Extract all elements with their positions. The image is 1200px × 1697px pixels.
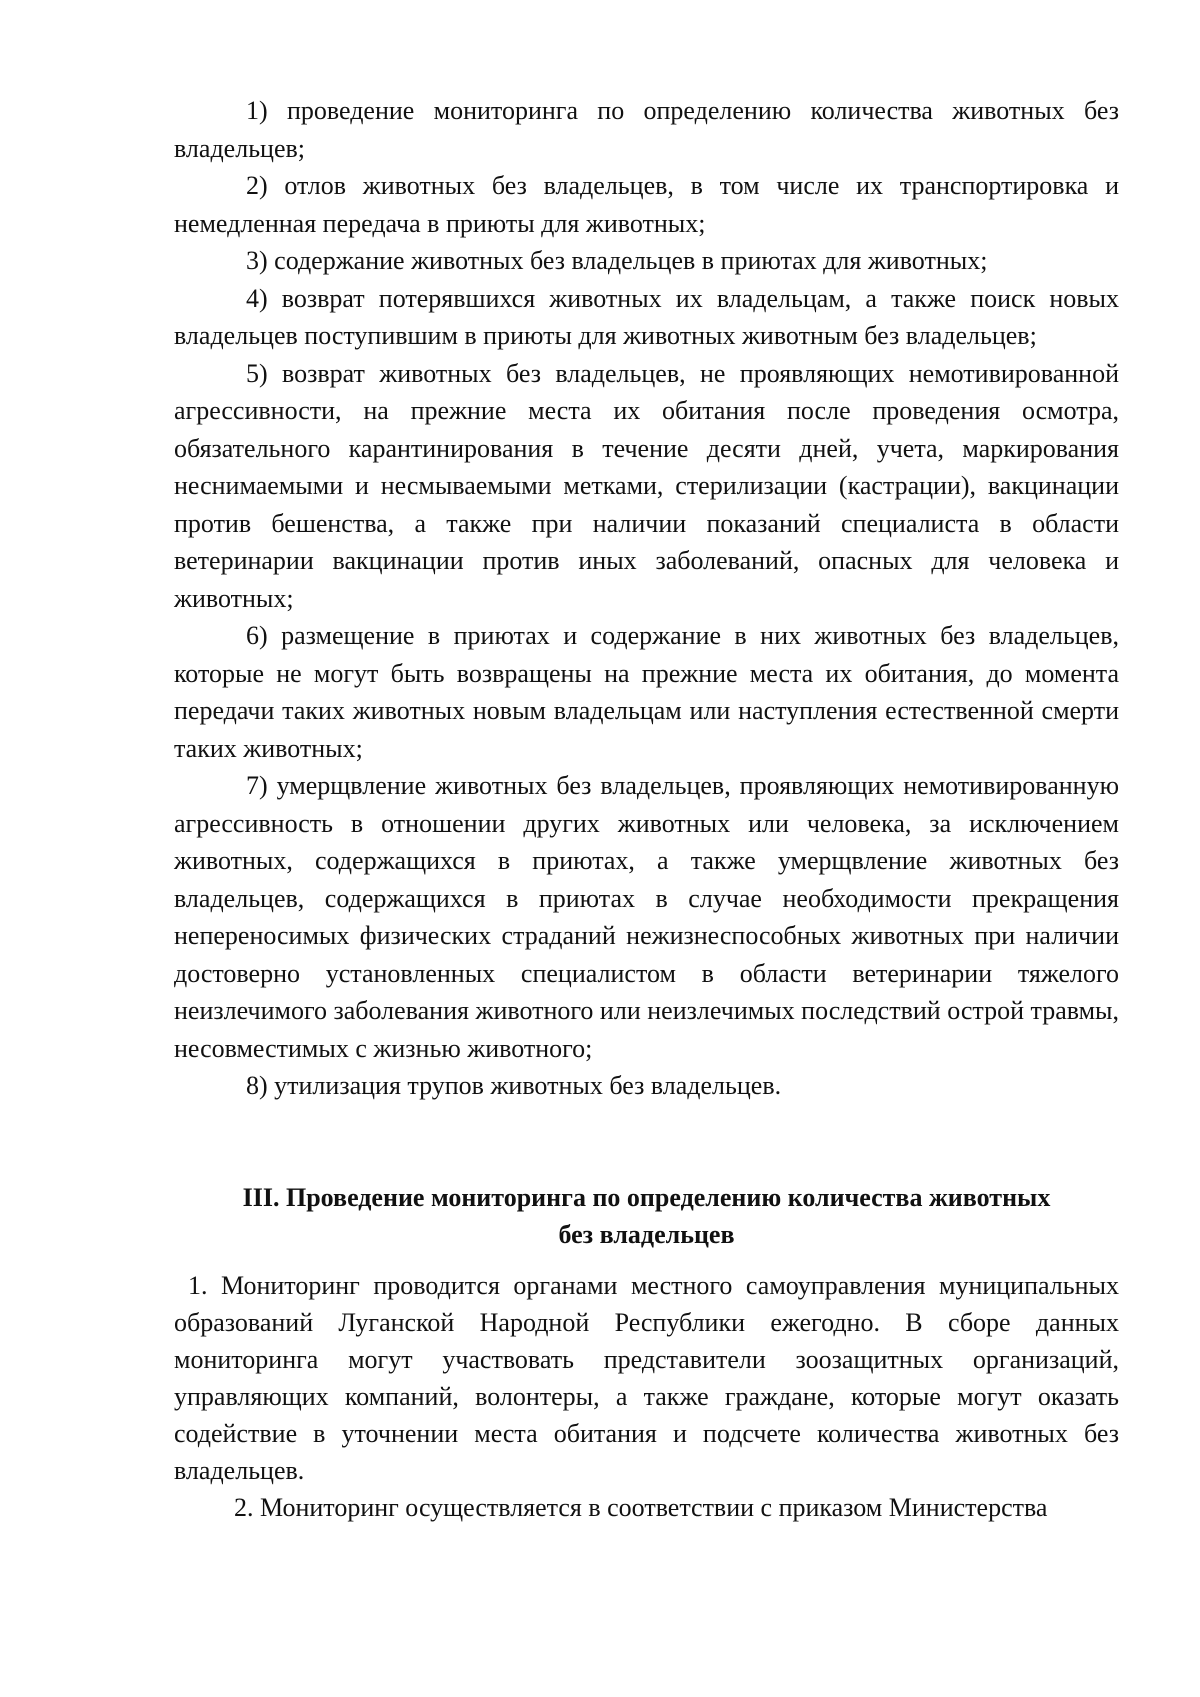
section-heading [174,1179,1119,1253]
section-heading-line-2: без владельцев [558,1219,735,1249]
section-heading-line-1: III. Проведение мониторинга по определению количества животных [242,1182,1051,1212]
list-item-8: 8) утилизация трупов животных без владельцев. [246,1071,782,1100]
list-item-5: 5) возврат животных без владельцев, не проявляющих немотивированной агрессивности, на прежние места их обитания после проведения осмотра, обязательного карантинирования в течение десяти дней, учета, маркирования неснимаемыми и несмываемыми метками, стерилизации (кастрации), вакцинации против бешенства, а также при наличии показаний специалиста в области ветеринарии вакцинации против иных заболеваний, опасных для человека и животных; [174,358,1119,613]
document-body [174,92,1119,1526]
list-item-4: 4) возврат потерявшихся животных их владельцам, а также поиск новых владельцев поступившим в приюты для животных животным без владельцев; [174,283,1119,350]
list-item-2: 2) отлов животных без владельцев, в том числе их транспортировка и немедленная передача в приюты для животных; [174,171,1119,238]
list-item-3: 3) содержание животных без владельцев в приютах для животных; [246,246,988,275]
list-item-1: 1) проведение мониторинга по определению количества животных без владельцев; [174,96,1119,163]
list-item-7: 7) умерщвление животных без владельцев, проявляющих немотивированную агрессивность в отношении других животных или человека, за исключением животных, содержащихся в приютах, а также умерщвление животных без владельцев, содержащихся в приютах в случае необходимости прекращения непереносимых физических страданий нежизнеспособных животных при наличии достоверно установленных специалистом в области ветеринарии тяжелого неизлечимого заболевания животного или неизлечимых последствий острой травмы, несовместимых с жизнью животного; [174,771,1119,1063]
section-paragraph-2: 2. Мониторинг осуществляется в соответствии с приказом Министерства [234,1492,1048,1522]
list-item-6: 6) размещение в приютах и содержание в них животных без владельцев, которые не могут быть возвращены на прежние места их обитания, до момента передачи таких животных новым владельцам или наступления естественной смерти таких животных; [174,621,1119,763]
section-paragraph-1: 1. Мониторинг проводится органами местного самоуправления муниципальных образований Луганской Народной Республики ежегодно. В сборе данных мониторинга могут участвовать представители зоозащитных организаций, управляющих компаний, волонтеры, а также граждане, которые могут оказать содействие в уточнении места обитания и подсчете количества животных без владельцев. [174,1270,1119,1485]
